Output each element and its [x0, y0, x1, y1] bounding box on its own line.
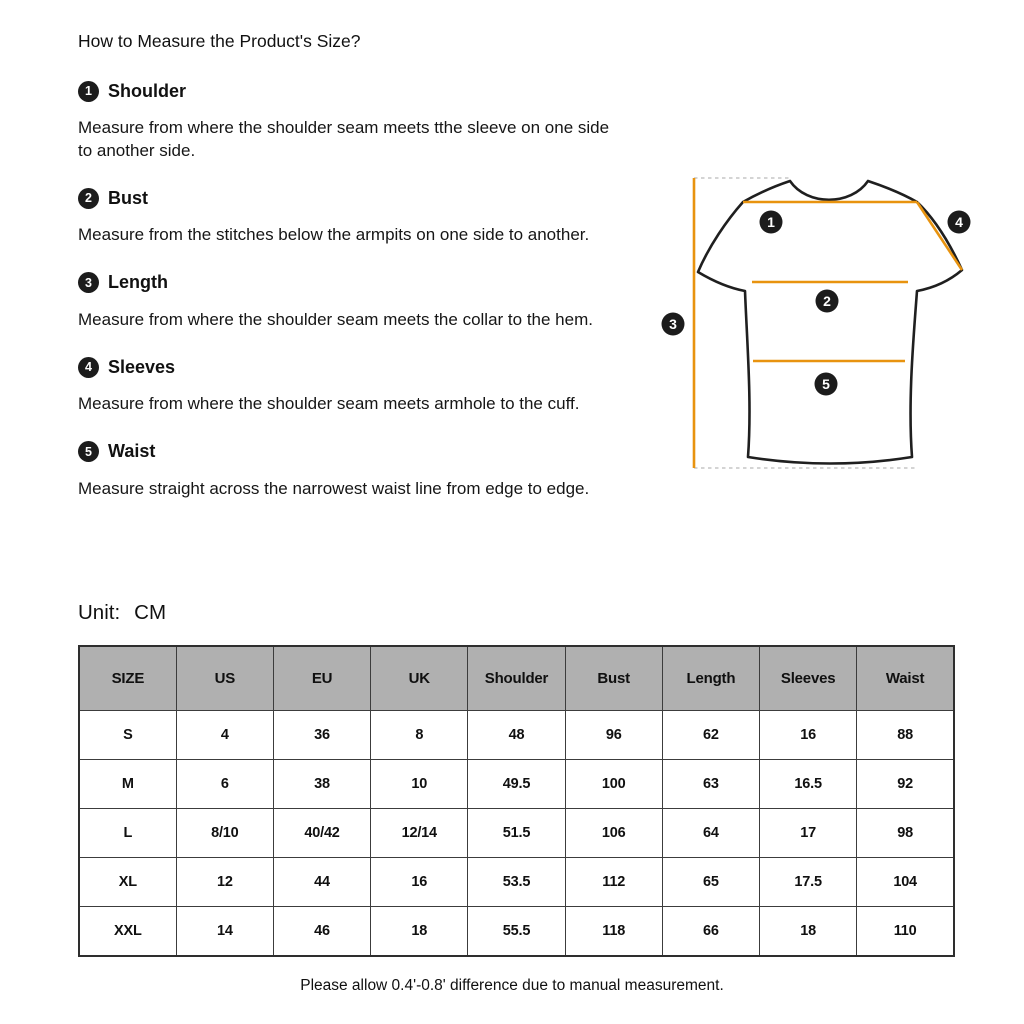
table-cell: 63	[662, 760, 759, 809]
table-cell: 10	[371, 760, 468, 809]
table-cell: XXL	[79, 907, 176, 957]
section-description: Measure straight across the narrowest waist line from edge to edge.	[78, 478, 590, 498]
table-cell: 88	[857, 711, 954, 760]
instructions-column	[78, 30, 613, 525]
section-heading-length	[78, 272, 613, 294]
number-badge-3: 3	[78, 272, 99, 293]
unit-value: CM	[134, 601, 167, 624]
table-row	[79, 760, 954, 809]
table-row	[79, 858, 954, 907]
table-header-cell: Bust	[565, 646, 662, 711]
section-title: Bust	[108, 187, 148, 208]
tshirt-measurement-diagram	[655, 158, 1020, 483]
table-cell: 65	[662, 858, 759, 907]
section-description: Measure from where the shoulder seam meets tthe sleeve on one side to another side.	[78, 118, 610, 160]
tshirt-outline	[698, 181, 962, 464]
section-title: Waist	[108, 441, 156, 461]
table-cell: 18	[371, 907, 468, 957]
table-header-cell: EU	[273, 646, 370, 711]
size-table-head-row	[79, 646, 954, 711]
table-cell: 66	[662, 907, 759, 957]
table-header-cell: US	[176, 646, 273, 711]
table-cell: 4	[176, 711, 273, 760]
table-header-cell: SIZE	[79, 646, 176, 711]
table-cell: 110	[857, 907, 954, 957]
table-cell: 36	[273, 711, 370, 760]
table-cell: 92	[857, 760, 954, 809]
table-cell: 112	[565, 858, 662, 907]
number-badge-4: 4	[78, 357, 99, 378]
marker-number: 3	[669, 316, 677, 332]
table-cell: M	[79, 760, 176, 809]
marker-number: 4	[955, 214, 963, 230]
table-cell: 40/42	[273, 809, 370, 858]
number-badge-2: 2	[78, 188, 99, 209]
number-badge-5: 5	[78, 441, 99, 462]
table-cell: 12	[176, 858, 273, 907]
table-cell: 6	[176, 760, 273, 809]
table-cell: L	[79, 809, 176, 858]
size-table	[78, 645, 955, 957]
table-cell: 8	[371, 711, 468, 760]
section-title: Sleeves	[108, 356, 176, 377]
table-header-cell: UK	[371, 646, 468, 711]
table-cell: 100	[565, 760, 662, 809]
table-cell: 8/10	[176, 809, 273, 858]
table-cell: 48	[468, 711, 565, 760]
table-cell: 64	[662, 809, 759, 858]
table-cell: 38	[273, 760, 370, 809]
table-cell: 118	[565, 907, 662, 957]
table-cell: S	[79, 711, 176, 760]
section-description: Measure from the stitches below the armpits on one side to another.	[78, 225, 590, 244]
table-header-cell: Shoulder	[468, 646, 565, 711]
table-cell: 51.5	[468, 809, 565, 858]
section-title: Shoulder	[108, 80, 187, 101]
section-heading-shoulder	[78, 80, 613, 102]
marker-length	[662, 313, 685, 336]
table-cell: 55.5	[468, 907, 565, 957]
table-row	[79, 711, 954, 760]
section-heading-bust	[78, 187, 613, 209]
table-cell: 106	[565, 809, 662, 858]
table-cell: 18	[760, 907, 857, 957]
table-cell: 17	[760, 809, 857, 858]
number-badge-1: 1	[78, 81, 99, 102]
table-cell: 44	[273, 858, 370, 907]
table-cell: 49.5	[468, 760, 565, 809]
marker-shoulder	[760, 211, 783, 234]
table-cell: 53.5	[468, 858, 565, 907]
page-title: How to Measure the Product's Size?	[78, 31, 361, 51]
table-cell: 17.5	[760, 858, 857, 907]
section-heading-sleeves	[78, 356, 613, 378]
marker-sleeves	[948, 211, 971, 234]
marker-number: 5	[822, 376, 830, 392]
table-cell: XL	[79, 858, 176, 907]
marker-number: 2	[823, 293, 831, 309]
table-cell: 62	[662, 711, 759, 760]
table-cell: 16.5	[760, 760, 857, 809]
table-row	[79, 809, 954, 858]
table-header-cell: Sleeves	[760, 646, 857, 711]
table-cell: 14	[176, 907, 273, 957]
table-cell: 96	[565, 711, 662, 760]
section-heading-waist	[78, 441, 613, 463]
table-cell: 16	[760, 711, 857, 760]
unit-label	[78, 601, 166, 625]
table-cell: 98	[857, 809, 954, 858]
table-row	[79, 907, 954, 957]
unit-prefix: Unit:	[78, 601, 121, 624]
table-cell: 104	[857, 858, 954, 907]
table-cell: 46	[273, 907, 370, 957]
size-table-body	[79, 711, 954, 957]
table-header-cell: Waist	[857, 646, 954, 711]
section-title: Length	[108, 272, 168, 292]
footer-note: Please allow 0.4'-0.8' difference due to manual measurement.	[300, 977, 724, 994]
table-header-cell: Length	[662, 646, 759, 711]
section-description: Measure from where the shoulder seam meets the collar to the hem.	[78, 309, 593, 329]
marker-number: 1	[767, 214, 775, 230]
marker-waist	[815, 373, 838, 396]
marker-bust	[816, 290, 839, 313]
table-cell: 12/14	[371, 809, 468, 858]
table-cell: 16	[371, 858, 468, 907]
section-description: Measure from where the shoulder seam meets armhole to the cuff.	[78, 394, 580, 413]
